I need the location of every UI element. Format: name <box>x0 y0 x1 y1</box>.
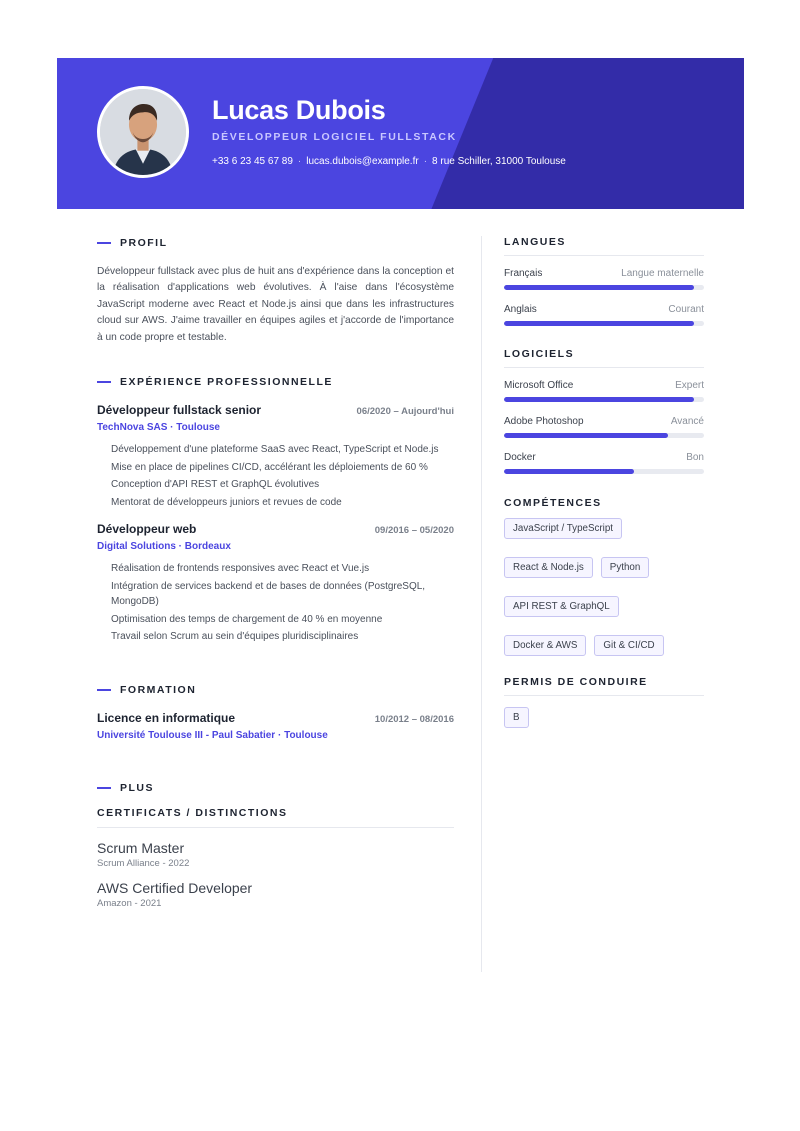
skill-tag: API REST & GraphQL <box>504 596 619 617</box>
language-name: Français <box>504 268 543 279</box>
language-level-fill <box>504 321 694 326</box>
heading-accent-bar <box>97 787 111 789</box>
experience-title: Développeur web <box>97 522 197 537</box>
skill-tag: Python <box>601 557 650 578</box>
certificates-heading: CERTIFICATS / DISTINCTIONS <box>97 807 454 828</box>
software-level: Bon <box>686 452 704 463</box>
software-name: Adobe Photoshop <box>504 416 584 427</box>
language-level-bar <box>504 285 704 290</box>
language-name: Anglais <box>504 304 537 315</box>
software-level-bar <box>504 433 704 438</box>
skill-tag: Docker & AWS <box>504 635 586 656</box>
contact-line <box>212 156 566 167</box>
skill-tag: JavaScript / TypeScript <box>504 518 622 539</box>
software-heading: LOGICIELS <box>504 348 704 368</box>
software-name: Docker <box>504 452 536 463</box>
candidate-name: Lucas Dubois <box>212 95 386 125</box>
list-item: Mise en place de pipelines CI/CD, accélérant les déploiements de 60 % <box>111 461 428 473</box>
header-banner <box>57 58 744 209</box>
software-level-fill <box>504 433 668 438</box>
certificate-issuer: Scrum Alliance - 2022 <box>97 857 190 869</box>
language-item <box>504 304 704 326</box>
education-date: 10/2012 – 08/2016 <box>374 713 454 725</box>
section-heading-label: FORMATION <box>120 683 197 696</box>
certificate-item <box>97 840 454 869</box>
list-item: Conception d'API REST et GraphQL évolutives <box>111 479 320 491</box>
postal-address: 8 rue Schiller, 31000 Toulouse <box>432 156 566 167</box>
software-level-fill <box>504 469 634 474</box>
certificate-name: AWS Certified Developer <box>97 879 253 896</box>
experience-bullets <box>111 561 454 645</box>
software-level: Avancé <box>670 416 704 427</box>
certificate-issuer: Amazon - 2021 <box>97 897 162 909</box>
section-education-heading <box>97 683 454 697</box>
experience-company: TechNova SAS · Toulouse <box>97 422 220 434</box>
profile-summary: Développeur fullstack avec plus de huit ans d'expérience dans la conception et la réalisation d'applications web évolutives. À l'aise dans l'écosystème JavaScript moderne avec React et Node.js ainsi que dans les infrastructures cloud sur AWS. J'aime travailler en équipes agiles et j'accorde de l'importance à un code propre et testable. <box>97 266 454 343</box>
column-divider <box>481 236 482 972</box>
skills-heading: COMPÉTENCES <box>504 497 602 509</box>
certificate-item <box>97 880 454 909</box>
languages-heading: LANGUES <box>504 236 704 256</box>
experience-entry <box>97 403 454 510</box>
experience-bullets <box>111 442 454 510</box>
skills-tags <box>504 518 704 656</box>
certificate-name: Scrum Master <box>97 839 185 856</box>
education-title: Licence en informatique <box>97 710 236 725</box>
experience-entry <box>97 522 454 645</box>
software-level: Expert <box>675 380 704 391</box>
section-heading-label: EXPÉRIENCE PROFESSIONNELLE <box>120 376 333 389</box>
skill-tag: Git & CI/CD <box>594 635 663 656</box>
license-heading: PERMIS DE CONDUIRE <box>504 676 704 696</box>
contact-separator: · <box>423 156 428 167</box>
license-tag: B <box>504 707 529 728</box>
software-item <box>504 416 704 438</box>
software-level-bar <box>504 469 704 474</box>
software-item <box>504 452 704 474</box>
contact-separator: · <box>297 156 302 167</box>
language-item <box>504 268 704 290</box>
avatar <box>97 86 189 178</box>
education-school: Université Toulouse III - Paul Sabatier · Toulouse <box>97 729 328 741</box>
experience-date: 06/2020 – Aujourd'hui <box>356 406 454 418</box>
section-heading-label: PROFIL <box>120 237 168 249</box>
language-level-fill <box>504 285 694 290</box>
list-item: Intégration de services backend et de bases de données (PostgreSQL, MongoDB) <box>111 580 426 608</box>
software-item <box>504 380 704 402</box>
software-level-fill <box>504 397 694 402</box>
experience-date: 09/2016 – 05/2020 <box>374 525 454 537</box>
avatar-photo <box>100 89 186 175</box>
license-tags <box>504 707 704 728</box>
list-item: Travail selon Scrum au sein d'équipes pluridisciplinaires <box>111 631 359 643</box>
education-entry <box>97 711 454 741</box>
section-heading-label: PLUS <box>120 781 155 794</box>
list-item: Réalisation de frontends responsives avec React et Vue.js <box>111 563 370 575</box>
section-experience-heading <box>97 375 454 389</box>
section-plus-heading <box>97 781 454 795</box>
job-title: DÉVELOPPEUR LOGICIEL FULLSTACK <box>212 131 457 143</box>
software-level-bar <box>504 397 704 402</box>
experience-title: Développeur fullstack senior <box>97 403 262 418</box>
language-level: Langue maternelle <box>621 268 704 279</box>
software-name: Microsoft Office <box>504 380 574 391</box>
experience-company: Digital Solutions · Bordeaux <box>97 541 231 553</box>
skill-tag: React & Node.js <box>504 557 593 578</box>
list-item: Développement d'une plateforme SaaS avec React, TypeScript et Node.js <box>111 444 439 456</box>
list-item: Optimisation des temps de chargement de 40 % en moyenne <box>111 613 383 625</box>
section-profile-heading <box>97 236 454 250</box>
phone-number[interactable]: +33 6 23 45 67 89 <box>212 156 293 167</box>
language-level-bar <box>504 321 704 326</box>
heading-accent-bar <box>97 242 111 244</box>
list-item: Mentorat de développeurs juniors et revues de code <box>111 496 342 508</box>
main-column <box>97 236 454 909</box>
email-address[interactable]: lucas.dubois@example.fr <box>306 156 419 167</box>
language-level: Courant <box>668 304 704 315</box>
heading-accent-bar <box>97 689 111 691</box>
heading-accent-bar <box>97 381 111 383</box>
side-column <box>504 236 704 728</box>
